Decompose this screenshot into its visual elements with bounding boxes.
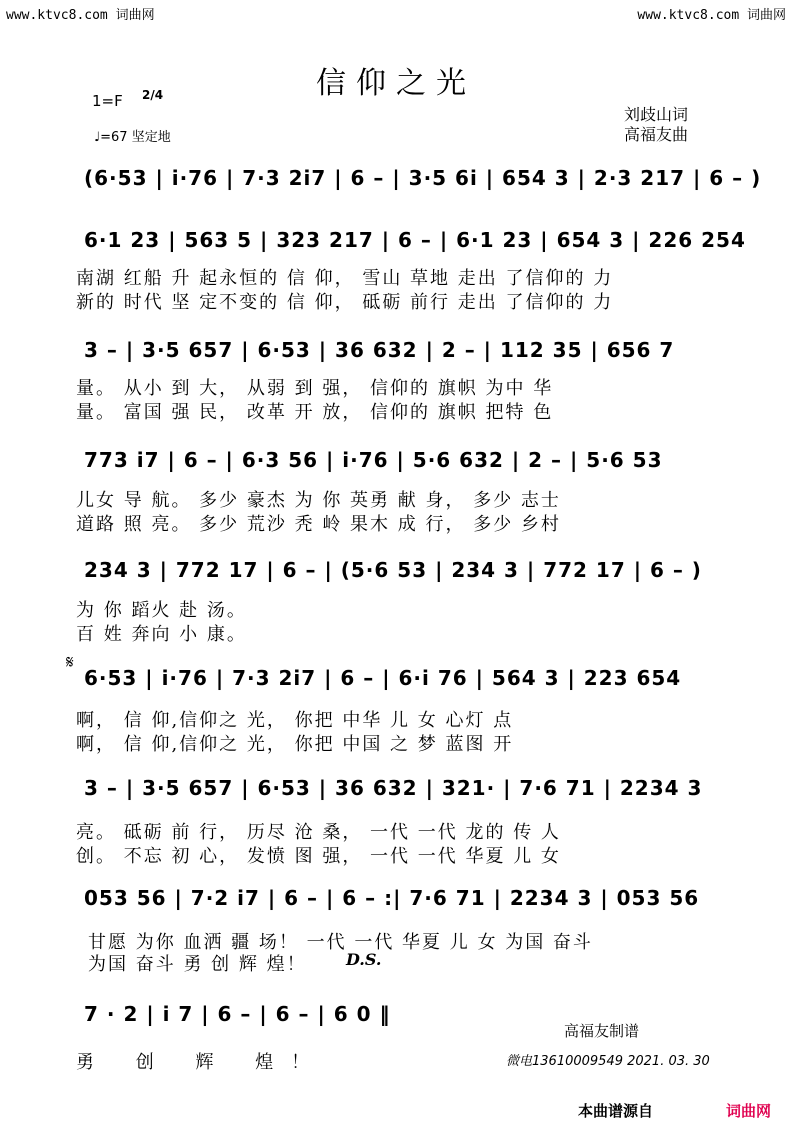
score-line-8: 053 56 | 7·2 i7 | 6 – | 6 – :| 7·6 71 | 2234 3 | 053 56 [84, 886, 700, 910]
lyric-line-6b: 啊， 信 仰,信仰之 光， 你把 中国 之 梦 蓝图 开 [76, 734, 514, 755]
score-line-4: 773 i7 | 6 – | 6·3 56 | i·76 | 5·6 632 | 2 – | 5·6 53 [84, 448, 663, 472]
time-signature: 2/4 [142, 88, 164, 102]
source-logo: 词曲网 [726, 1102, 772, 1120]
lyric-line-8a: 甘愿 为你 血洒 疆 场！ 一代 一代 华夏 儿 女 为国 奋斗 [88, 932, 593, 953]
composer-credit: 高福友曲 [624, 125, 689, 144]
lyric-line-9: 勇 创 辉 煌！ [76, 1052, 328, 1073]
tempo-marking: ♩=67 坚定地 [94, 130, 171, 145]
key-signature: 1=F [92, 92, 123, 110]
segno-sign: 𝄋 [66, 652, 74, 673]
score-line-6: 6·53 | i·76 | 7·3 2i7 | 6 – | 6·i 76 | 564 3 | 223 654 [84, 666, 682, 690]
watermark-right: www.ktvc8.com 词曲网 [637, 8, 786, 23]
song-title: 信仰之光 [316, 66, 476, 101]
lyric-line-4a: 儿女 导 航。 多少 豪杰 为 你 英勇 献 身， 多少 志士 [76, 490, 561, 511]
ds-marking: D.S. [346, 950, 382, 969]
lyric-line-2a: 南湖 红船 升 起永恒的 信 仰， 雪山 草地 走出 了信仰的 力 [76, 268, 614, 289]
score-line-1: (6·53 | i·76 | 7·3 2i7 | 6 – | 3·5 6i | 654 3 | 2·3 217 | 6 – ) [84, 166, 762, 190]
lyric-line-5b: 百 姓 奔向 小 康。 [76, 624, 247, 645]
score-line-3: 3 – | 3·5 657 | 6·53 | 36 632 | 2 – | 112 35 | 656 7 [84, 338, 675, 362]
lyric-line-2b: 新的 时代 坚 定不变的 信 仰， 砥砺 前行 走出 了信仰的 力 [76, 292, 614, 313]
lyric-line-5a: 为 你 蹈火 赴 汤。 [76, 600, 247, 621]
score-line-5: 234 3 | 772 17 | 6 – | (5·6 53 | 234 3 | 772 17 | 6 – ) [84, 558, 702, 582]
lyric-line-4b: 道路 照 亮。 多少 荒沙 秃 岭 果木 成 行， 多少 乡村 [76, 514, 561, 535]
score-maker: 高福友制谱 [564, 1022, 640, 1040]
score-line-9: 7 · 2 | i 7 | 6 – | 6 – | 6 0 ‖ [84, 1002, 391, 1026]
watermark-left: www.ktvc8.com 词曲网 [6, 8, 155, 23]
contact-info: 微电13610009549 2021. 03. 30 [506, 1054, 710, 1069]
source-label: 本曲谱源自 [578, 1102, 654, 1120]
lyric-line-7a: 亮。 砥砺 前 行， 历尽 沧 桑， 一代 一代 龙的 传 人 [76, 822, 561, 843]
lyric-line-6a: 啊， 信 仰,信仰之 光， 你把 中华 儿 女 心灯 点 [76, 710, 514, 731]
lyric-line-8b: 为国 奋斗 勇 创 辉 煌！ [88, 954, 307, 975]
score-line-2: 6·1 23 | 563 5 | 323 217 | 6 – | 6·1 23 | 654 3 | 226 254 [84, 228, 746, 252]
lyric-line-3b: 量。 富国 强 民， 改革 开 放， 信仰的 旗帜 把特 色 [76, 402, 554, 423]
score-line-7: 3 – | 3·5 657 | 6·53 | 36 632 | 321· | 7·6 71 | 2234 3 [84, 776, 703, 800]
lyricist-credit: 刘歧山词 [624, 105, 689, 124]
lyric-line-7b: 创。 不忘 初 心， 发愤 图 强， 一代 一代 华夏 儿 女 [76, 846, 561, 867]
lyric-line-3a: 量。 从小 到 大， 从弱 到 强， 信仰的 旗帜 为中 华 [76, 378, 554, 399]
